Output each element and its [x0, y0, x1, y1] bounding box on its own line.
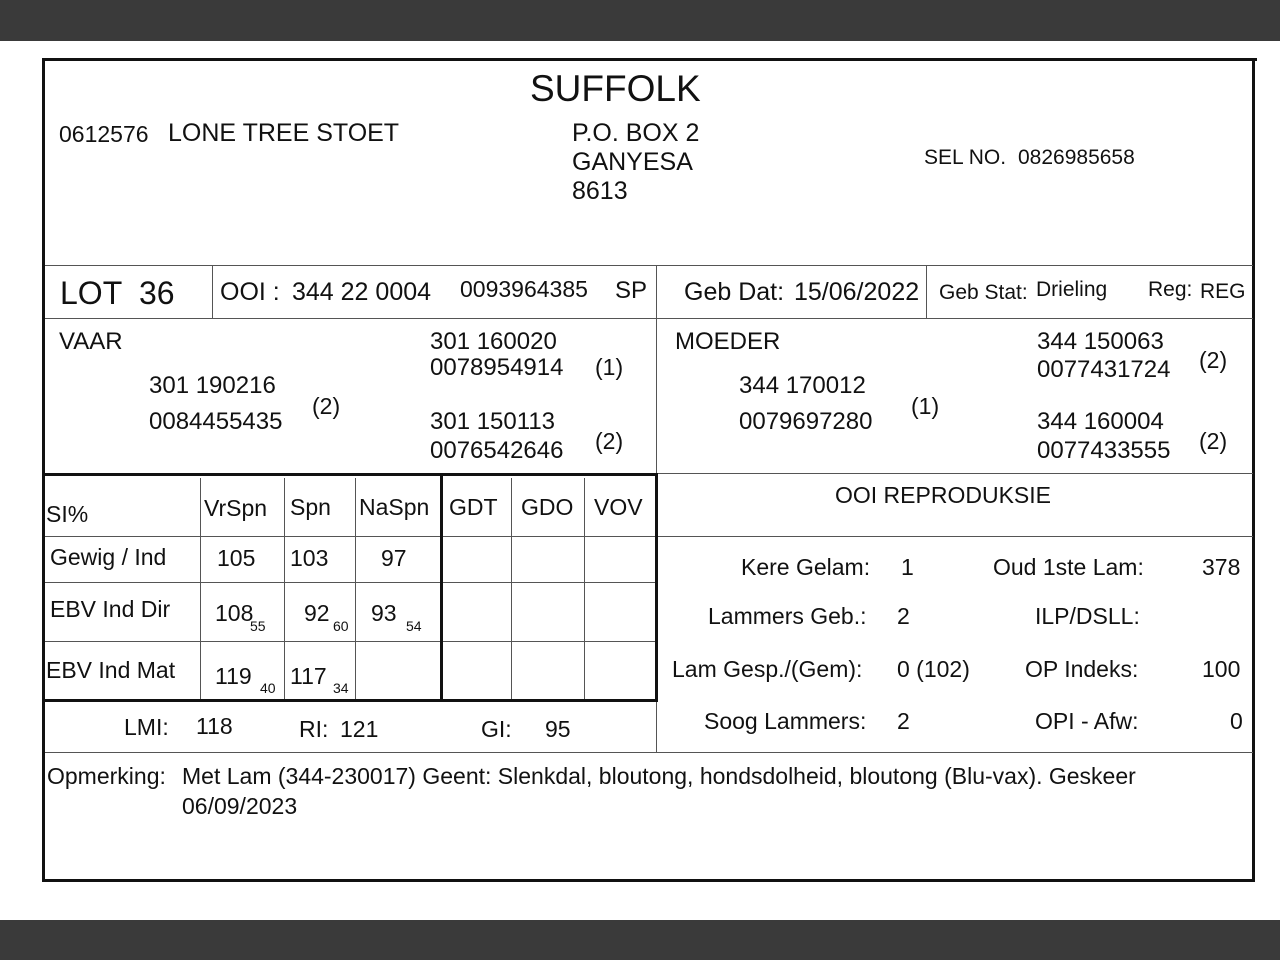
lot-number: 36	[139, 275, 175, 311]
divider	[45, 699, 658, 702]
birth-status-label: Geb Stat:	[939, 281, 1028, 304]
ilp-dsll-label: ILP/DSLL:	[1035, 603, 1140, 629]
cell-spn: 103	[290, 545, 329, 571]
oud-1ste-lam-label: Oud 1ste Lam:	[993, 554, 1144, 580]
divider	[440, 473, 443, 702]
row-label: EBV Ind Dir	[50, 596, 171, 622]
sire-father-mark: (1)	[595, 354, 624, 380]
col-vov: VOV	[594, 494, 643, 520]
col-vrspn: VrSpn	[204, 495, 268, 521]
cell-naspn-sub: 54	[406, 618, 422, 634]
reg-label: Reg:	[1148, 278, 1193, 301]
gi-value: 95	[545, 716, 571, 742]
dam-mother-reg: 0077433555	[1037, 437, 1171, 464]
cell-vrspn: 108	[215, 600, 254, 626]
divider	[511, 478, 512, 699]
sire-mother-id: 301 150113	[430, 408, 556, 435]
lam-gesp-label: Lam Gesp./(Gem):	[672, 656, 863, 682]
cell-spn: 92	[304, 600, 330, 626]
remarks-label: Opmerking:	[47, 763, 166, 789]
phone-label: SEL NO.	[924, 146, 1007, 169]
reproduction-title: OOI REPRODUKSIE	[835, 482, 1051, 508]
dam-label: MOEDER	[675, 328, 781, 355]
divider	[45, 318, 1253, 319]
cell-spn: 117	[290, 663, 327, 689]
cell-vrspn-sub: 40	[260, 680, 276, 696]
lmi-value: 118	[196, 713, 233, 739]
divider	[200, 478, 201, 699]
cell-naspn: 97	[381, 545, 407, 571]
card-border-right	[1252, 58, 1255, 882]
divider	[45, 582, 657, 583]
breeder-number: 0612576	[59, 121, 149, 147]
address-line-1: P.O. BOX 2	[572, 119, 700, 147]
ooi-label: OOI :	[220, 278, 280, 306]
opi-afw-value: 0	[1230, 708, 1243, 734]
divider	[584, 478, 585, 699]
kere-gelam-label: Kere Gelam:	[741, 554, 871, 580]
soog-lammers-value: 2	[897, 708, 910, 734]
sire-mother-mark: (2)	[595, 428, 624, 454]
cell-spn-sub: 34	[333, 680, 349, 696]
dam-mother-mark: (2)	[1199, 428, 1228, 454]
kere-gelam-value: 1	[901, 554, 914, 580]
reg-value: REG	[1200, 280, 1246, 303]
cell-vrspn-sub: 55	[250, 618, 266, 634]
col-spn: Spn	[290, 494, 331, 520]
card-border-bottom	[42, 879, 1254, 882]
soog-lammers-label: Soog Lammers:	[704, 708, 867, 734]
ooi-id: 344 22 0004	[292, 278, 432, 306]
col-gdo: GDO	[521, 494, 574, 520]
sire-id: 301 190216	[149, 372, 276, 399]
divider	[45, 473, 658, 476]
col-naspn: NaSpn	[359, 494, 430, 520]
divider	[45, 265, 1253, 266]
remarks-line-2: 06/09/2023	[182, 793, 298, 819]
birth-date-label: Geb Dat:	[684, 278, 785, 306]
op-indeks-value: 100	[1202, 656, 1241, 682]
divider	[658, 473, 1253, 474]
divider	[45, 641, 657, 642]
cell-naspn: 93	[371, 600, 397, 626]
lmi-label: LMI:	[124, 714, 169, 740]
dam-reg: 0079697280	[739, 408, 873, 435]
row-label: EBV Ind Mat	[46, 657, 176, 683]
lot-card	[0, 41, 1280, 920]
dam-mother-id: 344 160004	[1037, 408, 1164, 435]
divider	[926, 265, 927, 318]
cell-vrspn: 119	[215, 663, 252, 689]
sire-father-reg: 0078954914	[430, 354, 564, 381]
dam-father-reg: 0077431724	[1037, 356, 1171, 383]
divider	[45, 536, 657, 537]
address-line-3: 8613	[572, 177, 628, 205]
divider	[655, 473, 658, 702]
cell-spn-sub: 60	[333, 618, 349, 634]
lam-gesp-value: 0 (102)	[897, 656, 970, 682]
birth-date: 15/06/2022	[794, 278, 920, 306]
breeder-name: LONE TREE STOET	[168, 119, 400, 147]
ri-label: RI:	[299, 716, 329, 742]
oud-1ste-lam-value: 378	[1202, 554, 1241, 580]
sire-reg: 0084455435	[149, 408, 283, 435]
lammers-geb-value: 2	[897, 603, 910, 629]
top-frame-bar	[0, 0, 1280, 41]
lammers-geb-label: Lammers Geb.:	[708, 603, 867, 629]
address-line-2: GANYESA	[572, 148, 693, 176]
sire-mark: (2)	[312, 393, 341, 419]
bottom-frame-bar	[0, 920, 1280, 960]
ooi-reg-number: 0093964385	[460, 276, 588, 302]
birth-status: Drieling	[1036, 278, 1108, 301]
sire-mother-reg: 0076542646	[430, 437, 564, 464]
gi-label: GI:	[481, 716, 512, 742]
divider	[212, 265, 213, 318]
grade: SP	[615, 277, 648, 304]
remarks-line-1: Met Lam (344-230017) Geent: Slenkdal, bloutong, hondsdolheid, bloutong (Blu-vax). Geskeer	[182, 763, 1136, 789]
divider	[658, 536, 1253, 537]
cell-vrspn: 105	[217, 545, 256, 571]
lot-label: LOT	[60, 275, 123, 311]
dam-father-id: 344 150063	[1037, 328, 1164, 355]
opi-afw-label: OPI - Afw:	[1035, 708, 1139, 734]
card-border-left	[42, 58, 45, 882]
si-percent-header: SI%	[46, 501, 89, 527]
col-gdt: GDT	[449, 494, 498, 520]
divider	[284, 478, 285, 699]
breed-title: SUFFOLK	[530, 68, 701, 109]
dam-mark: (1)	[911, 393, 940, 419]
phone-number: 0826985658	[1018, 146, 1135, 169]
sire-father-id: 301 160020	[430, 328, 557, 355]
card-border-top	[42, 58, 1257, 61]
dam-father-mark: (2)	[1199, 347, 1228, 373]
row-label: Gewig / Ind	[50, 544, 167, 570]
op-indeks-label: OP Indeks:	[1025, 656, 1139, 682]
divider	[45, 752, 1253, 753]
sire-label: VAAR	[59, 328, 123, 355]
divider	[355, 478, 356, 699]
ri-value: 121	[340, 716, 379, 742]
dam-id: 344 170012	[739, 372, 866, 399]
